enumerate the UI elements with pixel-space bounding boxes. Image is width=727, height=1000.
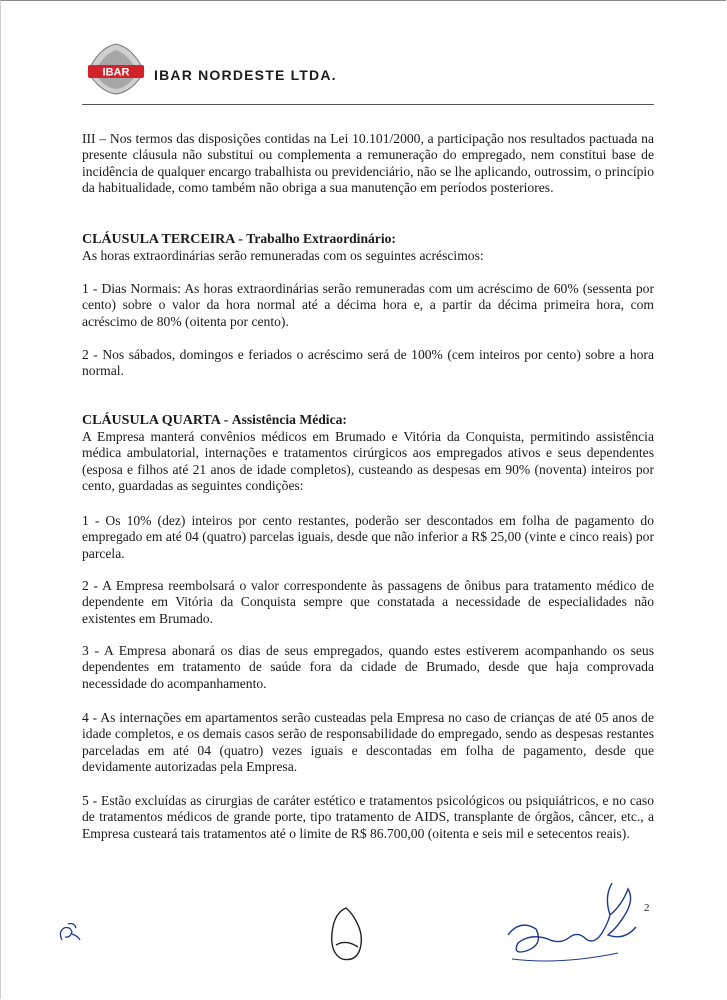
clause-3-title: CLÁUSULA TERCEIRA - xyxy=(82,232,247,247)
ibar-logo xyxy=(84,42,148,96)
page-number: 2 xyxy=(644,902,650,914)
clause-4-item-3: 3 - A Empresa abonará os dias de seus empregados, quando estes estiverem acompanhando os seus dependentes em tratamento de saúde fora da cidade de Brumado, desde que haja comprovada necessidade do acompanhamento. xyxy=(82,643,654,691)
clause-4-item-5: 5 - Estão excluídas as cirurgias de caráter estético e tratamentos psicológicos ou psiquiátricos, e no caso de tratamentos médicos de grande porte, tipo tratamento de AIDS, transplante de órgãos, câncer, etc., a Empresa custeará tais tratamentos até o limite de R$ 86.700,00 (oitenta e seis mil e setecentos reais). xyxy=(82,793,654,841)
initials-mark-left xyxy=(56,920,82,944)
logo-text: IBAR xyxy=(102,66,130,79)
clause-4-title: CLÁUSULA QUARTA - xyxy=(82,413,232,428)
clause-3-item-1: 1 - Dias Normais: As horas extraordinárias serão remuneradas com um acréscimo de 60% (sessenta por cento) sobre o valor da hora normal até a décima hora e, a partir da décima primeira hora, com acréscimo de 80% (oitenta por cento). xyxy=(82,281,654,329)
clause-4-item-1: 1 - Os 10% (dez) inteiros por cento restantes, poderão ser descontados em folha de pagamento do empregado em até 04 (quatro) parcelas iguais, desde que não inferior a R$ 25,00 (vinte e cinco reais) por parcela. xyxy=(82,513,654,561)
paragraph-iii: III – Nos termos das disposições contidas na Lei 10.101/2000, a participação nos resultados pactuada na presente cláusula não substitui ou complementa a remuneração do empregado, nem constitui base de incidência de qualquer encargo trabalhista ou previdenciário, não se lhe aplicando, outrossim, o princípio da habitualidade, como também não obriga a sua manutenção em períodos posteriores. xyxy=(82,131,655,195)
clause-4-item-4: 4 - As internações em apartamentos serão custeadas pela Empresa no caso de crianças de até 05 anos de idade completos, e os demais casos serão de responsabilidade do empregado, sendo as despesas restantes parceladas em até 04 (quatro) vezes iguais e descontadas em folha de pagamento, desde que devidamente autorizadas pela Empresa. xyxy=(82,710,654,774)
clause-3-heading xyxy=(82,231,396,248)
clause-4-heading xyxy=(82,412,347,429)
initials-mark-center xyxy=(326,905,366,963)
clause-3-subtitle: Trabalho Extraordinário: xyxy=(246,231,396,246)
signature xyxy=(500,875,650,970)
clause-4-item-2: 2 - A Empresa reembolsará o valor correspondente às passagens de ônibus para tratamento médico de dependente em Vitória da Conquista sempre que constatada a necessidade de especialidades não existentes em Brumado. xyxy=(82,578,654,626)
clause-3-item-2: 2 - Nos sábados, domingos e feriados o acréscimo será de 100% (cem inteiros por cento) sobre a hora normal. xyxy=(82,347,654,379)
header-rule xyxy=(82,104,654,105)
clause-4-subtitle: Assistência Médica: xyxy=(231,412,347,427)
company-name: IBAR NORDESTE LTDA. xyxy=(154,67,337,83)
clause-4-intro: A Empresa manterá convênios médicos em Brumado e Vitória da Conquista, permitindo assistência médica ambulatorial, internações e tratamentos cirúrgicos aos empregados ativos e seus dependentes (esposa e filhos até 21 anos de idade completos), custeando as despesas em 90% (noventa) inteiros por cento, guardadas as seguintes condições: xyxy=(82,429,654,493)
clause-3-intro: As horas extraordinárias serão remuneradas com os seguintes acréscimos: xyxy=(82,248,484,263)
